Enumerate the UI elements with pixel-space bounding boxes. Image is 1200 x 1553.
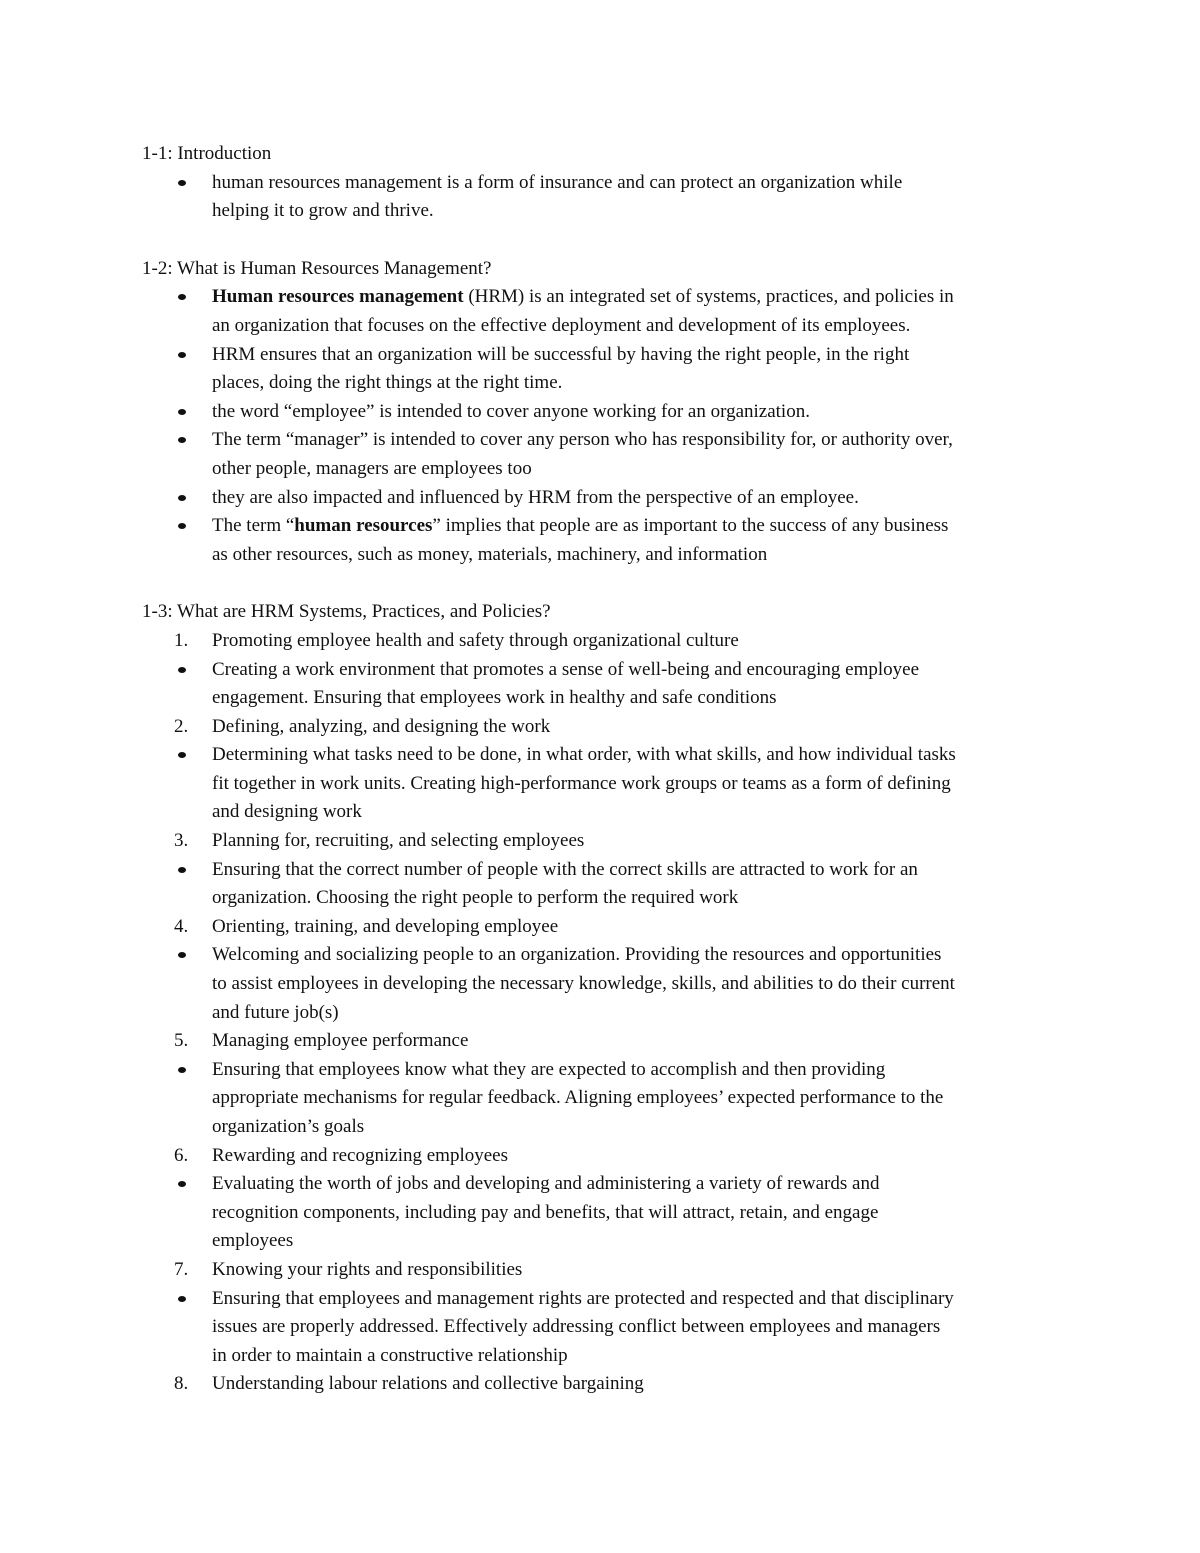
text-line: Welcoming and socializing people to an organization. Providing the resources and opportunities — [212, 944, 942, 966]
bullet-item — [0, 856, 1200, 913]
text-line: Orienting, training, and developing employee — [212, 915, 559, 937]
text-line: and future job(s) — [212, 1001, 339, 1023]
bullet-item — [0, 941, 1200, 1027]
text-line: the word “employee” is intended to cover anyone working for an organization. — [212, 400, 810, 422]
bullet-icon — [172, 169, 202, 198]
text-line: places, doing the right things at the right time. — [212, 372, 563, 394]
text-line: Rewarding and recognizing employees — [212, 1144, 508, 1166]
section — [0, 598, 1200, 1399]
list-number: 7. — [174, 1258, 189, 1280]
document-page — [0, 140, 1200, 1428]
bullet-item — [0, 484, 1200, 513]
numbered-item — [0, 627, 1200, 656]
bullet-icon — [172, 1285, 202, 1314]
text-rest: (HRM) is an integrated set of systems, practices, and policies in — [463, 286, 954, 308]
bullet-item — [0, 426, 1200, 483]
text-line: recognition components, including pay and benefits, that will attract, retain, and engage — [212, 1201, 879, 1223]
bullet-item — [0, 398, 1200, 427]
text-line: in order to maintain a constructive relationship — [212, 1344, 568, 1366]
text-line: Defining, analyzing, and designing the work — [212, 715, 551, 737]
numbered-item — [0, 913, 1200, 942]
bold-term: Human resources management — [212, 286, 464, 308]
text-line: Promoting employee health and safety through organizational culture — [212, 629, 739, 651]
section-heading: 1-1: Introduction — [142, 143, 272, 164]
bullet-item — [0, 741, 1200, 827]
bullet-item — [0, 283, 1200, 340]
numbered-item — [0, 1027, 1200, 1056]
text-line: Ensuring that employees know what they are expected to accomplish and then providing — [212, 1058, 886, 1080]
bullet-icon — [172, 341, 202, 370]
section — [0, 140, 1200, 226]
text-line: as other resources, such as money, materials, machinery, and information — [212, 543, 768, 565]
text-line: Planning for, recruiting, and selecting employees — [212, 830, 585, 852]
list-number: 2. — [174, 715, 189, 737]
text-line: Ensuring that employees and management rights are protected and respected and that disciplinary — [212, 1287, 954, 1309]
numbered-item — [0, 1256, 1200, 1285]
text-line: other people, managers are employees too — [212, 457, 532, 479]
bullet-icon — [172, 741, 202, 770]
bullet-item — [0, 1170, 1200, 1256]
numbered-item — [0, 1370, 1200, 1399]
text-prefix: The term “ — [212, 515, 295, 537]
text-line: Determining what tasks need to be done, in what order, with what skills, and how individual tasks — [212, 744, 956, 766]
text-line — [212, 283, 1060, 312]
bullet-icon — [172, 398, 202, 427]
text-line: The term “manager” is intended to cover any person who has responsibility for, or authority over, — [212, 429, 953, 451]
list-number: 6. — [174, 1144, 189, 1166]
bullet-item — [0, 1285, 1200, 1371]
numbered-item — [0, 713, 1200, 742]
section-heading: 1-2: What is Human Resources Management? — [142, 257, 492, 279]
section — [0, 255, 1200, 570]
bullet-item — [0, 169, 1200, 226]
text-line: they are also impacted and influenced by HRM from the perspective of an employee. — [212, 486, 859, 508]
bullet-item — [0, 1056, 1200, 1142]
text-line: issues are properly addressed. Effectively addressing conflict between employees and managers — [212, 1316, 941, 1338]
bullet-icon — [172, 1170, 202, 1199]
text-line: human resources management is a form of insurance and can protect an organization while — [212, 171, 903, 193]
text-line: organization’s goals — [212, 1116, 365, 1137]
text-line: employees — [212, 1230, 294, 1252]
bullet-icon — [172, 856, 202, 885]
numbered-item — [0, 827, 1200, 856]
bold-term: human resources — [294, 515, 433, 537]
text-line — [212, 512, 1060, 541]
list-number: 8. — [174, 1373, 189, 1395]
text-line: Ensuring that the correct number of people with the correct skills are attracted to work for an — [212, 858, 918, 880]
text-line: organization. Choosing the right people to perform the required work — [212, 887, 739, 909]
text-line: helping it to grow and thrive. — [212, 200, 434, 222]
text-line: Understanding labour relations and collective bargaining — [212, 1373, 644, 1395]
bullet-icon — [172, 283, 202, 312]
list-number: 1. — [174, 629, 189, 651]
text-line: an organization that focuses on the effective deployment and development of its employees. — [212, 314, 911, 336]
section-heading: 1-3: What are HRM Systems, Practices, and Policies? — [142, 601, 551, 623]
bullet-icon — [172, 656, 202, 685]
list-number: 3. — [174, 830, 189, 852]
bullet-icon — [172, 426, 202, 455]
bullet-icon — [172, 484, 202, 513]
text-line: Knowing your rights and responsibilities — [212, 1258, 523, 1280]
text-line: Managing employee performance — [212, 1030, 469, 1052]
text-rest: ” implies that people are as important to the success of any business — [432, 515, 949, 537]
bullet-icon — [172, 1056, 202, 1085]
bullet-icon — [172, 512, 202, 541]
text-line: fit together in work units. Creating high-performance work groups or teams as a form of defining — [212, 772, 951, 794]
text-line: and designing work — [212, 801, 362, 823]
list-number: 5. — [174, 1030, 189, 1052]
bullet-item — [0, 512, 1200, 569]
text-line: to assist employees in developing the necessary knowledge, skills, and abilities to do their current — [212, 973, 955, 995]
numbered-item — [0, 1142, 1200, 1171]
bullet-item — [0, 341, 1200, 398]
bullet-item — [0, 656, 1200, 713]
text-line: Creating a work environment that promotes a sense of well-being and encouraging employee — [212, 658, 919, 680]
bullet-icon — [172, 941, 202, 970]
text-line: Evaluating the worth of jobs and developing and administering a variety of rewards and — [212, 1173, 880, 1195]
text-line: engagement. Ensuring that employees work in healthy and safe conditions — [212, 687, 777, 709]
text-line: HRM ensures that an organization will be successful by having the right people, in the right — [212, 343, 910, 365]
list-number: 4. — [174, 915, 189, 937]
text-line: appropriate mechanisms for regular feedback. Aligning employees’ expected performance to the — [212, 1087, 944, 1109]
